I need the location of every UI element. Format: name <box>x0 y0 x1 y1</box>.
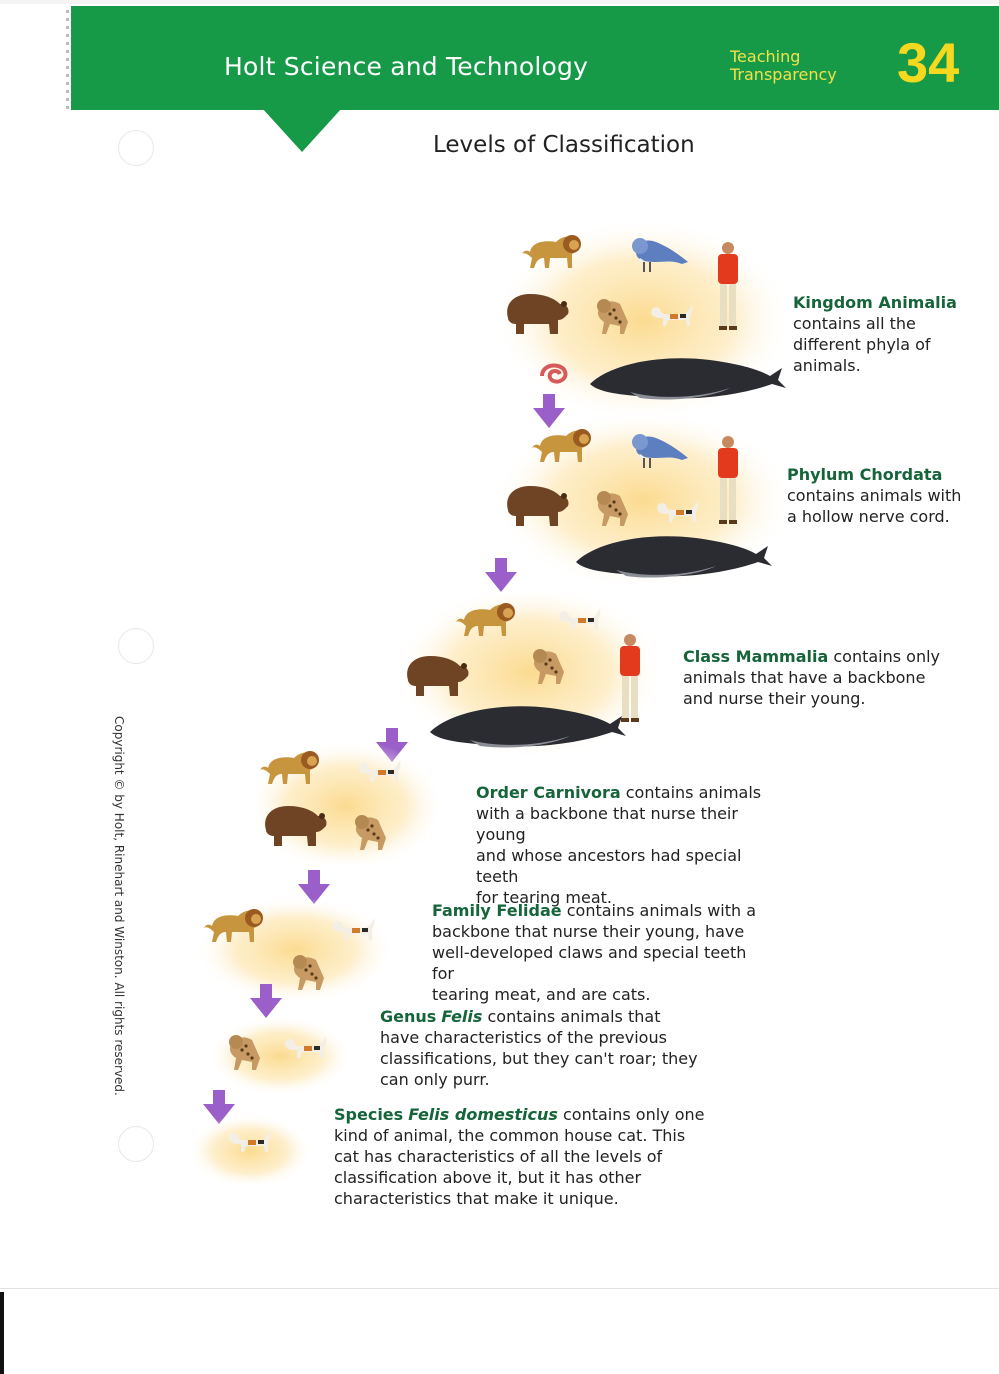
genus-line1-rest: contains animals that <box>482 1007 661 1026</box>
header-subtitle <box>730 48 837 84</box>
class-mammalia-term: Class Mammalia <box>683 647 829 666</box>
order-carnivora-description <box>476 782 786 908</box>
phylum-chordata-term: Phylum Chordata <box>787 465 943 484</box>
genus-felis-illustration <box>210 1018 350 1094</box>
arrow-down-icon <box>250 984 282 1018</box>
transparency-number: 34 <box>897 31 960 94</box>
header-subtitle-line2: Transparency <box>730 65 837 84</box>
family-line2: backbone that nurse their young, have <box>432 922 745 941</box>
scan-corner-mark <box>0 1292 4 1374</box>
phylum-chordata-description <box>787 464 987 527</box>
order-line4: for tearing meat. <box>476 888 613 907</box>
genus-term-italic: Felis <box>441 1007 483 1026</box>
species-line5: characteristics that make it unique. <box>334 1189 619 1208</box>
order-line3: and whose ancestors had special teeth <box>476 846 742 886</box>
binder-hole-top <box>118 130 154 166</box>
species-line2: kind of animal, the common house cat. This <box>334 1126 686 1145</box>
binder-hole-bottom <box>118 1126 154 1162</box>
species-felis-domesticus-description <box>334 1104 714 1209</box>
kingdom-line1: contains all the <box>793 314 916 333</box>
family-line1-rest: contains animals with a <box>561 901 757 920</box>
kingdom-animalia-term: Kingdom Animalia <box>793 293 957 312</box>
kingdom-animalia-illustration <box>498 224 788 420</box>
species-term: Species <box>334 1105 404 1124</box>
species-glow <box>190 1116 310 1186</box>
genus-line2: have characteristics of the previous <box>380 1028 667 1047</box>
binder-hole-middle <box>118 628 154 664</box>
order-line1 <box>476 782 786 803</box>
genus-line1 <box>380 1006 700 1027</box>
arrow-to-class <box>485 558 519 594</box>
species-line1 <box>334 1104 714 1125</box>
genus-term: Genus <box>380 1007 437 1026</box>
family-felidae-term: Family Felidae <box>432 901 562 920</box>
class-line1 <box>683 646 983 667</box>
arrow-down-icon <box>485 558 517 592</box>
genus-felis-description <box>380 1006 700 1090</box>
order-carnivora-illustration <box>256 744 436 864</box>
class-line2: animals that have a backbone <box>683 668 926 687</box>
family-glow <box>200 900 390 1000</box>
family-line3: well-developed claws and special teeth for <box>432 943 747 983</box>
kingdom-animalia-description <box>793 292 993 376</box>
family-felidae-description <box>432 900 772 1005</box>
kingdom-line2: different phyla of <box>793 335 931 354</box>
kingdom-line3: animals. <box>793 356 861 375</box>
header-subtitle-line1: Teaching <box>730 47 801 66</box>
class-line1-rest: contains only <box>828 647 941 666</box>
phylum-line2: a hollow nerve cord. <box>787 507 950 526</box>
perforation-marks <box>66 10 69 110</box>
order-line1-rest: contains animals <box>620 783 762 802</box>
class-mammalia-illustration <box>400 594 660 754</box>
header-banner-notch <box>262 108 342 152</box>
page-bottom-edge <box>0 1288 999 1289</box>
family-line1 <box>432 900 772 921</box>
species-felis-domesticus-illustration <box>190 1116 310 1186</box>
species-line1-rest: contains only one <box>557 1105 705 1124</box>
genus-line3: classifications, but they can't roar; they <box>380 1049 698 1068</box>
header-title: Holt Science and Technology <box>224 52 589 81</box>
species-line3: cat has characteristics of all the levels of <box>334 1147 663 1166</box>
class-line3: and nurse their young. <box>683 689 866 708</box>
page-title: Levels of Classification <box>433 132 695 158</box>
scan-edge <box>0 0 999 4</box>
species-term-italic: Felis domesticus <box>408 1105 558 1124</box>
order-line2: with a backbone that nurse their young <box>476 804 738 844</box>
family-line4: tearing meat, and are cats. <box>432 985 651 1004</box>
genus-glow <box>210 1018 350 1094</box>
phylum-chordata-illustration <box>498 420 788 586</box>
phylum-line1: contains animals with <box>787 486 962 505</box>
family-felidae-illustration <box>200 900 390 1000</box>
copyright-notice: Copyright © by Holt, Rinehart and Winston. All rights reserved. <box>112 716 126 1096</box>
class-mammalia-description <box>683 646 983 709</box>
arrow-to-genus <box>250 984 284 1020</box>
genus-line4: can only purr. <box>380 1070 490 1089</box>
species-line4: classification above it, but it has other <box>334 1168 642 1187</box>
arrow-down-icon <box>298 870 330 904</box>
order-carnivora-term: Order Carnivora <box>476 783 621 802</box>
